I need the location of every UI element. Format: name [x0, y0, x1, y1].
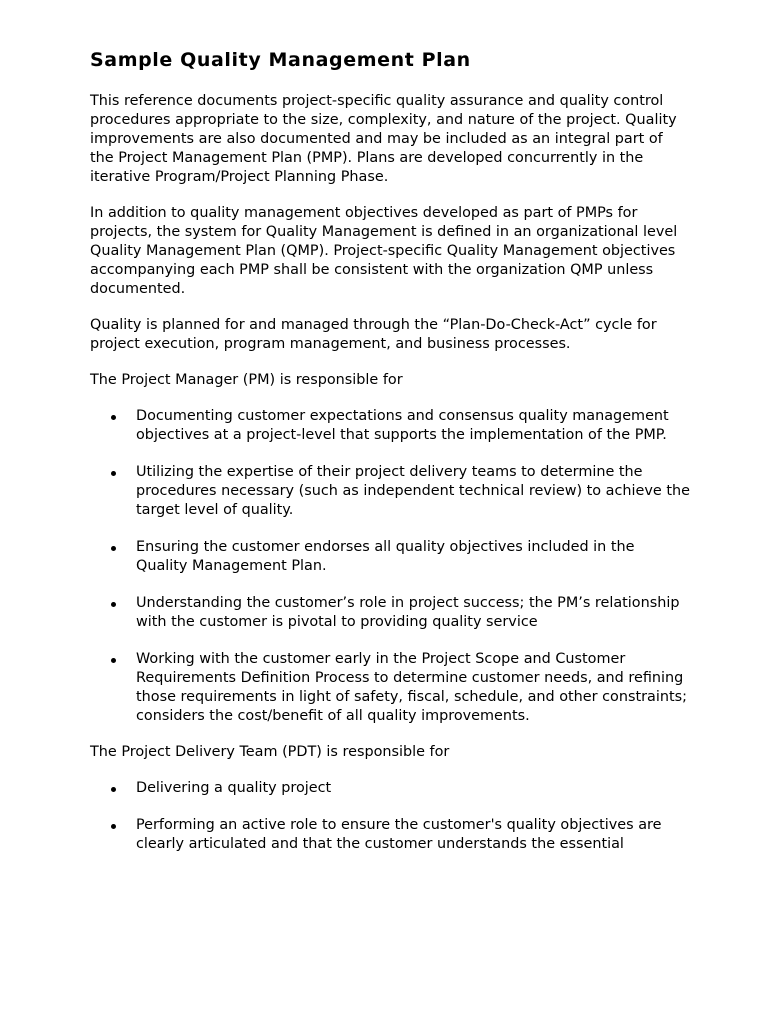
list-item	[90, 594, 690, 632]
document-title: Sample Quality Management Plan	[90, 49, 471, 71]
intro-paragraph: This reference documents project-specific quality assurance and quality control procedures appropriate to the size, complexity, and nature of the project. Quality improvements are also documented and may be included as an integral part of the Project Management Plan (PMP). Plans are developed concurrently in the iterative Program/Project Planning Phase.	[90, 93, 677, 185]
list-item	[90, 650, 690, 726]
list-item-text: Understanding the customer’s role in project success; the PM’s relationship with the customer is pivotal to providing quality service	[136, 595, 680, 630]
bullet-icon	[111, 824, 116, 829]
bullet-icon	[111, 546, 116, 551]
pm-responsibilities-list	[90, 407, 690, 726]
pdca-paragraph: Quality is planned for and managed through the “Plan-Do-Check-Act” cycle for project execution, program management, and business processes.	[90, 317, 657, 352]
pdt-responsibilities-list	[90, 779, 690, 854]
list-item-text: Performing an active role to ensure the customer's quality objectives are clearly articulated and that the customer understands the essential	[136, 817, 662, 852]
list-item-text: Utilizing the expertise of their project delivery teams to determine the procedures necessary (such as independent technical review) to achieve the target level of quality.	[136, 464, 690, 518]
list-item	[90, 538, 690, 576]
pdt-intro: The Project Delivery Team (PDT) is responsible for	[90, 744, 450, 760]
list-item	[90, 779, 690, 798]
qmp-paragraph: In addition to quality management objectives developed as part of PMPs for projects, the system for Quality Management is defined in an organizational level Quality Management Plan (QMP). Project-specific Quality Management objectives accompanying each PMP shall be consistent with the organization QMP unless documented.	[90, 205, 678, 297]
bullet-icon	[111, 602, 116, 607]
list-item	[90, 407, 690, 445]
list-item-text: Working with the customer early in the Project Scope and Customer Requirements Definition Process to determine customer needs, and refining those requirements in light of safety, fiscal, schedule, and other constraints; considers the cost/benefit of all quality improvements.	[136, 651, 687, 724]
list-item-text: Delivering a quality project	[136, 780, 332, 796]
bullet-icon	[111, 658, 116, 663]
list-item-text: Documenting customer expectations and consensus quality management objectives at a project-level that supports the implementation of the PMP.	[136, 408, 669, 443]
bullet-icon	[111, 787, 116, 792]
document-page	[90, 48, 690, 871]
list-item	[90, 816, 690, 854]
list-item-text: Ensuring the customer endorses all quality objectives included in the Quality Management Plan.	[136, 539, 635, 574]
pm-intro: The Project Manager (PM) is responsible for	[90, 372, 403, 388]
bullet-icon	[111, 471, 116, 476]
list-item	[90, 463, 690, 520]
bullet-icon	[111, 415, 116, 420]
